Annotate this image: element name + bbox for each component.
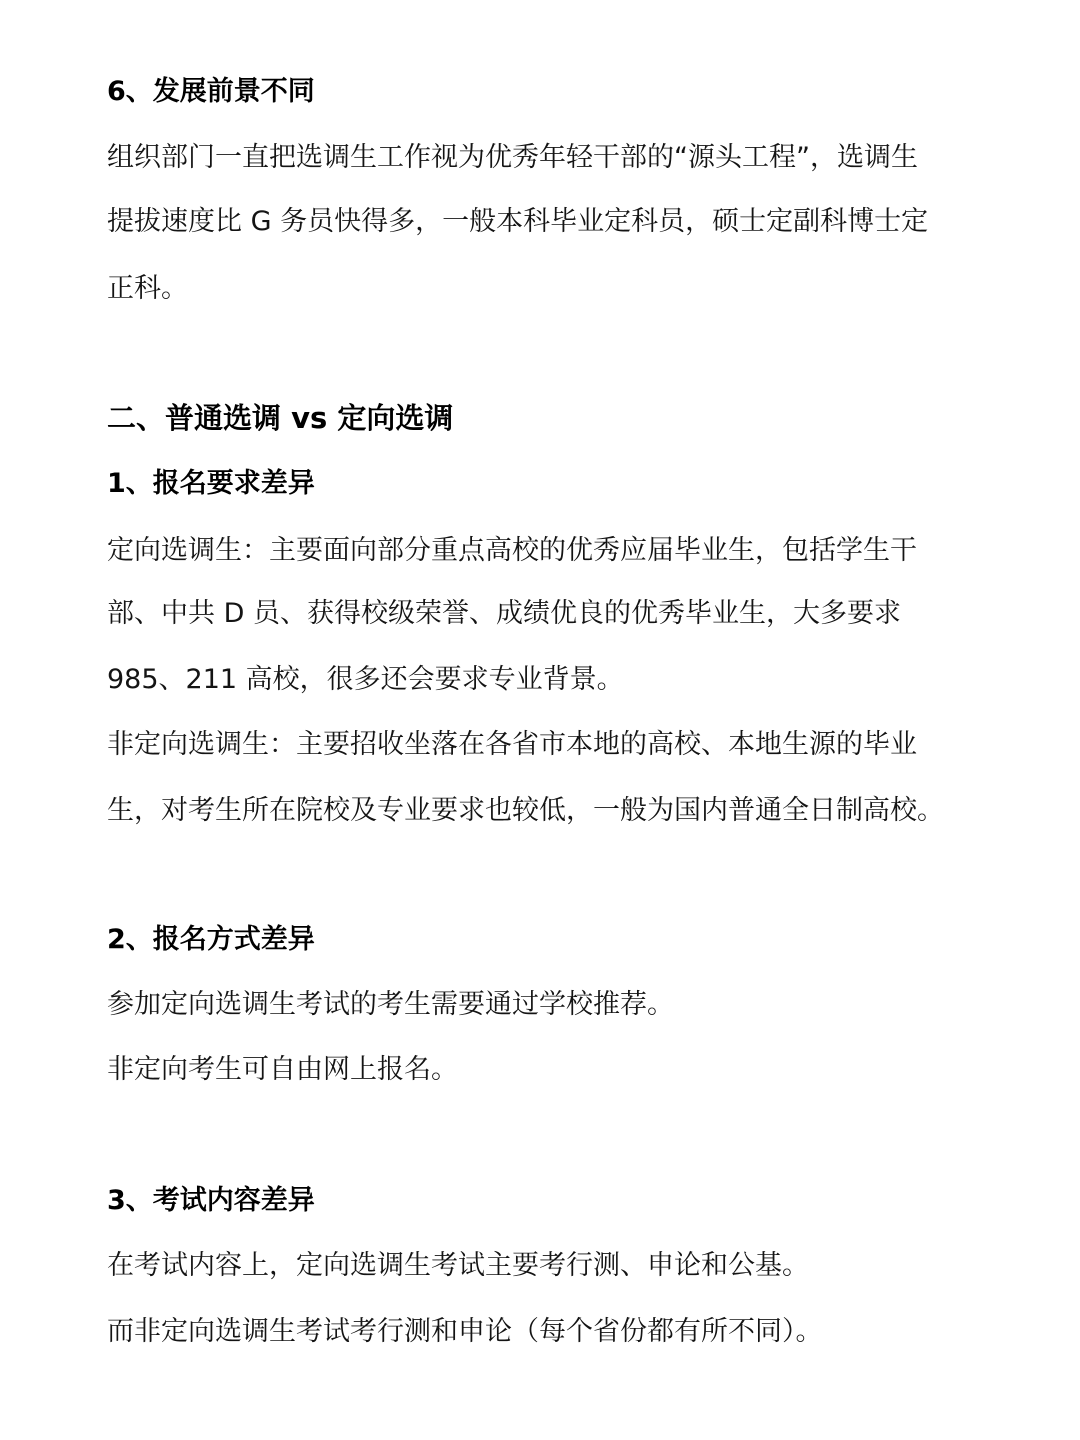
heading-exam-content: 3、考试内容差异 bbox=[107, 1185, 315, 1216]
paragraph-line: 定向选调生：主要面向部分重点高校的优秀应届毕业生，包括学生干 bbox=[107, 535, 917, 566]
paragraph-line: 生，对考生所在院校及专业要求也较低，一般为国内普通全日制高校。 bbox=[107, 795, 944, 826]
paragraph-line: 提拔速度比 G 务员快得多，一般本科毕业定科员，硕士定副科博士定 bbox=[107, 206, 929, 237]
paragraph-line: 组织部门一直把选调生工作视为优秀年轻干部的“源头工程”，选调生 bbox=[107, 142, 918, 173]
heading-registration-method: 2、报名方式差异 bbox=[107, 924, 315, 955]
heading-development-prospects: 6、发展前景不同 bbox=[107, 76, 315, 107]
paragraph-line: 正科。 bbox=[107, 273, 188, 304]
paragraph-line: 而非定向选调生考试考行测和申论（每个省份都有所不同）。 bbox=[107, 1316, 823, 1347]
paragraph-line: 非定向考生可自由网上报名。 bbox=[107, 1054, 458, 1085]
paragraph-line: 在考试内容上，定向选调生考试主要考行测、申论和公基。 bbox=[107, 1250, 809, 1281]
heading-registration-requirements: 1、报名要求差异 bbox=[107, 468, 315, 499]
paragraph-line: 非定向选调生：主要招收坐落在各省市本地的高校、本地生源的毕业 bbox=[107, 729, 917, 760]
paragraph-line: 985、211 高校，很多还会要求专业背景。 bbox=[107, 664, 624, 695]
paragraph-line: 部、中共 D 员、获得校级荣誉、成绩优良的优秀毕业生，大多要求 bbox=[107, 598, 901, 629]
paragraph-line: 参加定向选调生考试的考生需要通过学校推荐。 bbox=[107, 989, 674, 1020]
section-heading-general-vs-directed: 二、普通选调 vs 定向选调 bbox=[107, 401, 454, 435]
